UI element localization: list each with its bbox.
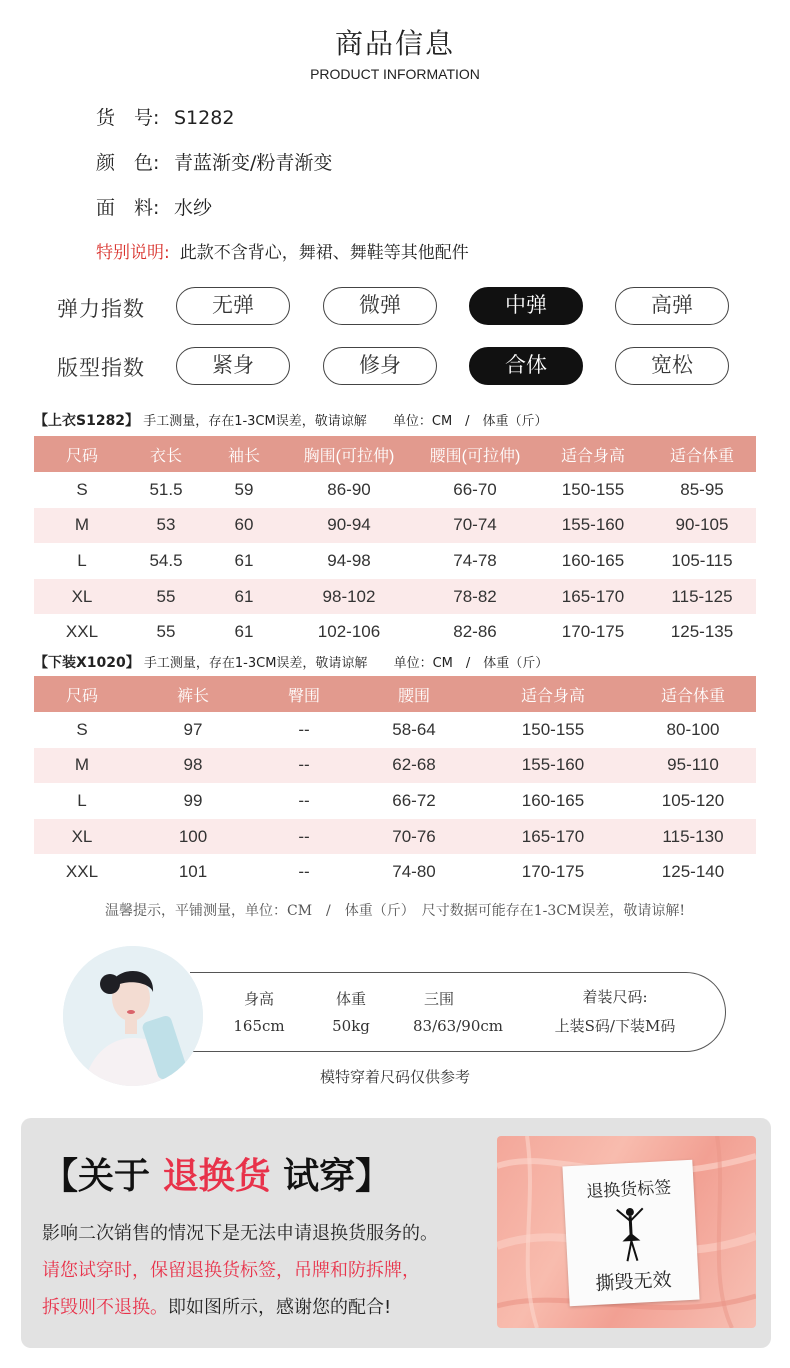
model-avatar xyxy=(63,946,203,1086)
notice-line-1: 影响二次销售的情况下是无法申请退换货服务的。 xyxy=(42,1223,438,1244)
table-cell: -- xyxy=(298,790,310,810)
return-tag xyxy=(562,1160,699,1307)
table-cell: 53 xyxy=(130,508,202,544)
table-cell: -- xyxy=(256,819,352,855)
table-cell: 150-155 xyxy=(521,719,585,739)
elasticity-option-slight: 微弹 xyxy=(323,287,437,325)
table-cell: 160-165 xyxy=(521,790,585,810)
notice-line-3-rest: 即如图所示，感谢您的配合! xyxy=(168,1297,392,1318)
table-cell: 105-115 xyxy=(671,550,733,570)
top-table-caption xyxy=(34,410,548,430)
table-cell: 59 xyxy=(234,479,254,499)
table-cell: 74-78 xyxy=(453,550,497,570)
table-row xyxy=(34,854,756,890)
fit-option-regular: 合体 xyxy=(469,347,583,385)
table-cell: 105-120 xyxy=(661,790,725,810)
model-weight-label: 体重 xyxy=(335,990,366,1008)
elasticity-option-high: 高弹 xyxy=(615,287,729,325)
table-cell: 86-90 xyxy=(327,479,371,499)
table-cell: 99 xyxy=(183,790,203,810)
table-row xyxy=(34,543,756,579)
model-note: 模特穿着尺码仅供参考 xyxy=(319,1068,470,1086)
table-header-cell: 袖长 xyxy=(202,436,286,472)
table-cell: 54.5 xyxy=(149,550,183,570)
table-cell: L xyxy=(77,550,87,570)
model-measurements-value: 83/63/90cm xyxy=(413,1017,503,1035)
table-cell: 170-175 xyxy=(561,622,625,642)
bottom-table-unit: 单位：CM / 体重（斤） xyxy=(393,656,549,671)
bottom-table-note: 手工测量，存在1-3CM误差，敬请谅解 xyxy=(143,656,368,671)
special-note-row xyxy=(96,238,469,263)
table-header-cell: 尺码 xyxy=(34,436,130,472)
table-cell: XL xyxy=(34,819,130,855)
table-cell: S xyxy=(76,479,88,499)
table-header-cell: 适合身高 xyxy=(538,436,648,472)
model-portrait-icon xyxy=(63,946,203,1086)
return-notice-title xyxy=(42,1148,391,1199)
table-header-cell: 臀围 xyxy=(256,676,352,712)
model-measurements-label: 三围 xyxy=(424,990,455,1008)
table-header-row xyxy=(34,436,756,472)
fabric-label: 面 料: xyxy=(96,197,160,219)
table-header-cell: 适合体重 xyxy=(630,676,756,712)
table-cell: 61 xyxy=(202,579,286,615)
table-header-cell: 腰围 xyxy=(352,676,476,712)
table-cell: 62-68 xyxy=(352,748,476,784)
table-cell: 100 xyxy=(130,819,256,855)
notice-line-3 xyxy=(42,1293,391,1319)
table-cell: 94-98 xyxy=(327,550,371,570)
special-note-value: 此款不含背心，舞裙、舞鞋等其他配件 xyxy=(179,243,469,263)
table-cell: 150-155 xyxy=(561,479,625,499)
top-table-name: 【上衣S1282】 xyxy=(34,413,140,429)
table-cell: 95-110 xyxy=(630,748,756,784)
table-cell: 125-140 xyxy=(661,862,725,882)
table-cell: 98-102 xyxy=(286,579,412,615)
table-cell: 165-170 xyxy=(476,819,630,855)
elasticity-option-medium: 中弹 xyxy=(469,287,583,325)
table-cell: 115-130 xyxy=(630,819,756,855)
table-cell: 66-72 xyxy=(392,790,436,810)
table-cell: XL xyxy=(34,579,130,615)
fit-option-slim: 修身 xyxy=(323,347,437,385)
model-height-value: 165cm xyxy=(233,1017,285,1035)
table-cell: 61 xyxy=(234,622,254,642)
elasticity-option-none: 无弹 xyxy=(176,287,290,325)
table-cell: 51.5 xyxy=(149,479,183,499)
table-cell: XXL xyxy=(65,862,99,882)
bottom-size-table xyxy=(34,676,756,890)
sku-row xyxy=(96,103,234,130)
page-subtitle: PRODUCT INFORMATION xyxy=(310,66,480,82)
table-header-cell: 腰围(可拉伸) xyxy=(412,436,538,472)
table-row xyxy=(34,579,756,615)
table-cell: 155-160 xyxy=(538,508,648,544)
table-cell: 66-70 xyxy=(453,479,497,499)
table-cell: 98 xyxy=(130,748,256,784)
fabric-row xyxy=(96,193,212,220)
sku-label: 货 号: xyxy=(96,107,160,129)
table-cell: 97 xyxy=(183,719,203,739)
return-tag-label: 退换货标签 xyxy=(585,1177,672,1203)
table-header-cell: 胸围(可拉伸) xyxy=(286,436,412,472)
table-cell: 70-74 xyxy=(412,508,538,544)
table-cell: 102-106 xyxy=(317,622,381,642)
title-close: 试穿】 xyxy=(283,1156,392,1197)
fabric-value: 水纱 xyxy=(174,197,213,219)
table-cell: L xyxy=(77,790,87,810)
table-cell: 55 xyxy=(156,622,176,642)
table-cell: -- xyxy=(298,862,310,882)
table-header-cell: 尺码 xyxy=(34,676,130,712)
model-height xyxy=(226,988,292,1035)
table-cell: 85-95 xyxy=(680,479,724,499)
table-cell: 70-76 xyxy=(352,819,476,855)
model-size-label: 着装尺码: xyxy=(582,988,648,1006)
sku-value: S1282 xyxy=(174,107,235,129)
elasticity-label: 弹力指数 xyxy=(57,297,145,321)
model-measurements xyxy=(400,988,516,1035)
table-header-cell: 适合身高 xyxy=(476,676,630,712)
table-cell: 125-135 xyxy=(670,622,734,642)
table-cell: 101 xyxy=(178,862,208,882)
fit-option-loose: 宽松 xyxy=(615,347,729,385)
bottom-table-caption xyxy=(34,652,548,672)
fit-label: 版型指数 xyxy=(57,356,145,380)
table-row xyxy=(34,819,756,855)
table-cell: M xyxy=(34,508,130,544)
fit-option-tight: 紧身 xyxy=(176,347,290,385)
table-header-row xyxy=(34,676,756,712)
color-row xyxy=(96,148,332,175)
table-header-cell: 衣长 xyxy=(130,436,202,472)
table-cell: 80-100 xyxy=(666,719,720,739)
dancer-icon xyxy=(613,1206,650,1264)
model-weight xyxy=(318,988,384,1035)
table-cell: 55 xyxy=(130,579,202,615)
table-cell: 90-94 xyxy=(286,508,412,544)
model-height-label: 身高 xyxy=(243,990,274,1008)
table-header-cell: 裤长 xyxy=(130,676,256,712)
table-cell: -- xyxy=(256,748,352,784)
table-cell: 155-160 xyxy=(476,748,630,784)
table-row xyxy=(34,614,756,650)
table-cell: 170-175 xyxy=(521,862,585,882)
table-cell: 78-82 xyxy=(412,579,538,615)
top-table-unit: 单位：CM / 体重（斤） xyxy=(392,414,548,429)
table-cell: 115-125 xyxy=(648,579,756,615)
table-cell: S xyxy=(76,719,88,739)
table-cell: M xyxy=(34,748,130,784)
table-row xyxy=(34,508,756,544)
table-cell: 160-165 xyxy=(561,550,625,570)
notice-line-2: 请您试穿时，保留退换货标签，吊牌和防拆牌， xyxy=(42,1260,420,1281)
model-size-value: 上装S码/下装M码 xyxy=(554,1017,676,1035)
measurement-tip: 温馨提示，平铺测量，单位：CM / 体重（斤） 尺寸数据可能存在1-3CM误差，敬请谅解! xyxy=(105,903,685,919)
table-cell: 60 xyxy=(202,508,286,544)
table-cell: 61 xyxy=(234,550,254,570)
table-row xyxy=(34,472,756,508)
table-cell: -- xyxy=(298,719,310,739)
title-highlight: 退换货 xyxy=(162,1156,271,1197)
color-value: 青蓝渐变/粉青渐变 xyxy=(174,152,333,174)
table-cell: 165-170 xyxy=(538,579,648,615)
table-cell: XXL xyxy=(65,622,99,642)
color-label: 颜 色: xyxy=(96,152,160,174)
table-cell: 74-80 xyxy=(392,862,436,882)
notice-line-3-warning: 拆毁则不退换。 xyxy=(42,1297,168,1318)
table-cell: 82-86 xyxy=(453,622,497,642)
table-cell: 58-64 xyxy=(392,719,436,739)
title-open: 【关于 xyxy=(42,1156,151,1197)
top-size-table xyxy=(34,436,756,650)
bottom-table-name: 【下装X1020】 xyxy=(34,655,140,671)
special-note-label: 特别说明: xyxy=(96,243,170,263)
table-row xyxy=(34,712,756,748)
page-title: 商品信息 xyxy=(334,27,455,60)
return-tag-warning: 撕毁无效 xyxy=(595,1268,673,1295)
model-size xyxy=(530,986,700,1036)
model-weight-value: 50kg xyxy=(332,1017,370,1035)
table-header-cell: 适合体重 xyxy=(648,436,756,472)
table-row xyxy=(34,783,756,819)
table-cell: 90-105 xyxy=(648,508,756,544)
table-row xyxy=(34,748,756,784)
top-table-note: 手工测量，存在1-3CM误差，敬请谅解 xyxy=(143,414,367,429)
